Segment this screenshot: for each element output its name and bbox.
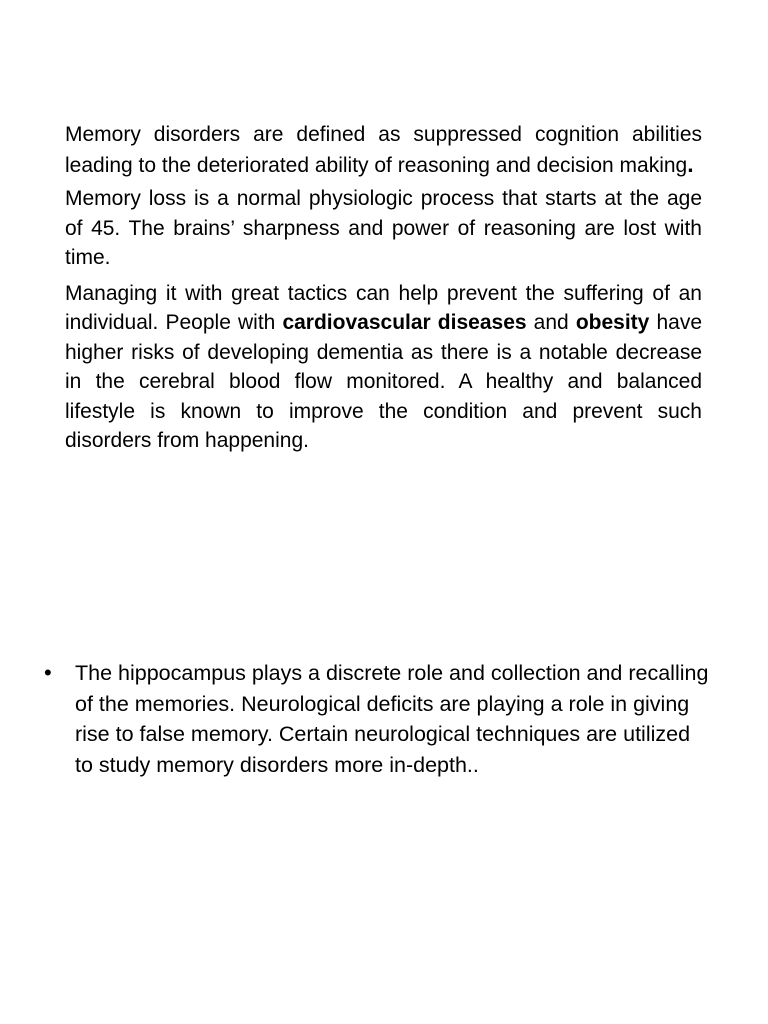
paragraph-managing-part3: have higher risks of developing dementia as there is a notable decrease in the cerebral blood flow monitored. A healthy and balanced lifestyle is known to improve the condition and prevent such disorders from happening. xyxy=(65,311,703,452)
list-item xyxy=(44,658,709,780)
paragraph-memory-loss: Memory loss is a normal physiologic process that starts at the age of 45. The brains’ sharpness and power of reasoning are lost with time. xyxy=(65,187,702,269)
bullet-icon: • xyxy=(44,660,52,685)
body-text xyxy=(65,120,702,462)
term-cardiovascular-diseases: cardiovascular diseases xyxy=(282,311,527,334)
paragraph-definition-text: Memory disorders are defined as suppressed cognition abilities leading to the deteriorated ability of reasoning and decision making xyxy=(65,123,702,177)
paragraph-definition-period: . xyxy=(687,150,694,177)
bullet-text-hippocampus: The hippocampus plays a discrete role and collection and recalling of the memories. Neurological deficits are playing a role in giving rise to false memory. Certain neurological techniques are utilized to study memory disorders more in-depth.. xyxy=(75,661,709,777)
paragraph-managing-part1: Managing it with great tactics can help prevent the suffering of an individual. People with xyxy=(65,281,702,334)
paragraph-managing xyxy=(65,279,702,456)
paragraph-managing-part2: and xyxy=(526,311,576,334)
paragraph-definition xyxy=(65,120,702,180)
bullet-list xyxy=(44,658,709,780)
term-obesity: obesity xyxy=(575,311,650,334)
